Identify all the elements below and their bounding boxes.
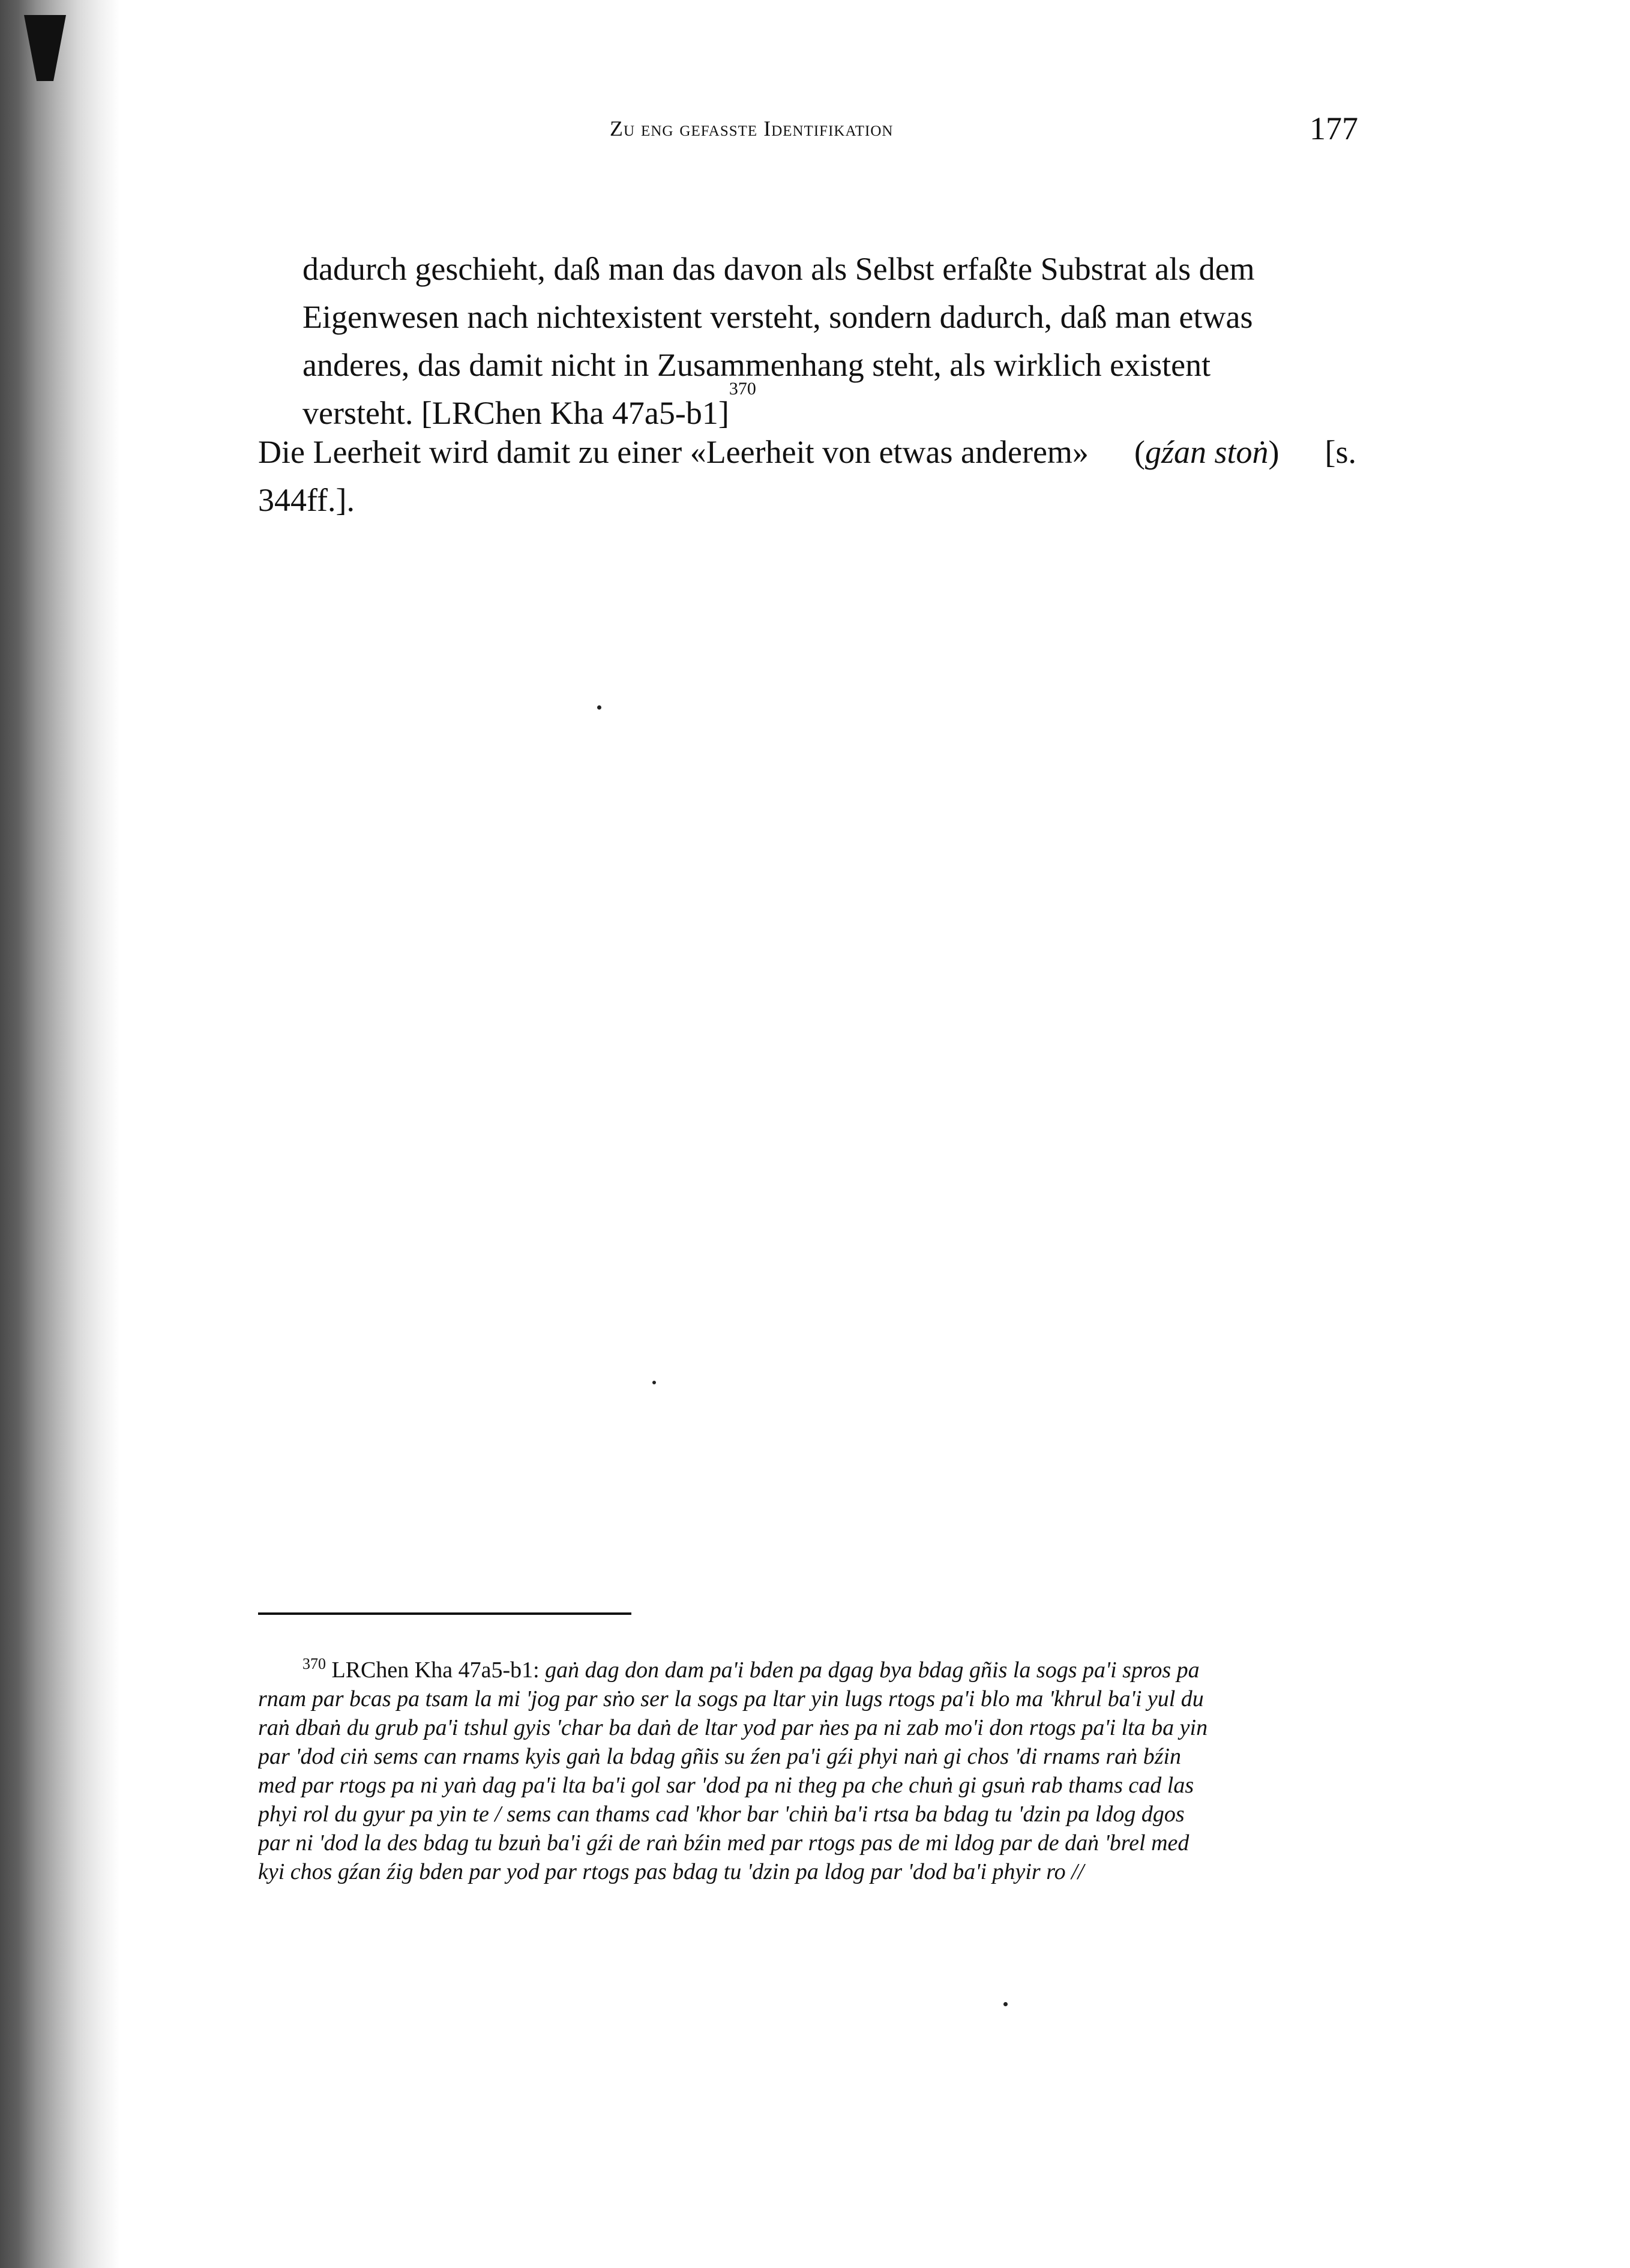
footnote-line <box>258 1684 1356 1713</box>
main-paragraph <box>258 428 1356 524</box>
footnote-text: med par rtogs pa ni yaṅ dag pa'i lta ba'i gol sar 'dod pa ni theg pa che chuṅ gi gsuṅ rab thams cad las <box>258 1773 1194 1798</box>
footnote-text: rnam par bcas pa tsam la mi 'jog par sṅo ser la sogs pa ltar yin lugs rtogs pa'i blo ma 'khrul ba'i yul du <box>258 1686 1204 1712</box>
scan-speck <box>1003 2002 1008 2006</box>
footnote-line <box>258 1829 1356 1857</box>
quote-line <box>302 341 1311 389</box>
footnote-text: phyi rol du gyur pa yin te / sems can thams cad 'khor bar 'chiṅ ba'i rtsa ba bdag tu 'dzin pa ldog dgos <box>258 1802 1185 1827</box>
footnote-text: par ni 'dod la des bdag tu bzuṅ ba'i gźi de raṅ bźin med par rtogs pas de mi ldog par de daṅ 'brel med <box>258 1830 1189 1856</box>
footnote-text: raṅ dbaṅ du grub pa'i tshul gyis 'char ba daṅ de ltar yod par ṅes pa ni zab mo'i don rtogs pa'i lta ba yin <box>258 1715 1208 1740</box>
footnote-line <box>258 1800 1356 1829</box>
block-quote <box>302 245 1311 437</box>
quote-line-text: dadurch geschieht, daß man das davon als Selbst erfaßte Substrat als dem <box>302 251 1255 287</box>
footnote-text: gaṅ dag don dam pa'i bden pa dgag bya bdag gñis la sogs pa'i spros pa <box>545 1657 1200 1683</box>
footnote-line <box>258 1857 1356 1886</box>
footnote-reference[interactable]: 370 <box>729 379 756 399</box>
running-title <box>610 116 893 141</box>
footnote-number: 370 <box>302 1656 326 1672</box>
footnote-text: par 'dod ciṅ sems can rnams kyis gaṅ la bdag gñis su źen pa'i gźi phyi naṅ gi chos 'di rnams raṅ bźin <box>258 1744 1182 1769</box>
footnote-text: kyi chos gźan źig bden par yod par rtogs pas bdag tu 'dzin pa ldog par 'dod ba'i phyir ro // <box>258 1859 1084 1884</box>
paragraph-text: 344ff.]. <box>258 482 355 518</box>
footnote-separator <box>258 1612 631 1615</box>
page-number: 177 <box>1310 110 1358 146</box>
quote-line <box>302 245 1311 293</box>
footnote-370 <box>258 1656 1356 1886</box>
quote-last-text: versteht. [LRChen Kha 47a5-b1] <box>302 395 729 431</box>
footnote-line <box>258 1771 1356 1800</box>
paragraph-line-last <box>258 476 1356 524</box>
paragraph-ref: [s. <box>1325 434 1356 470</box>
scan-speck <box>652 1381 656 1384</box>
running-title-text: Zu eng gefasste Identifikation <box>610 116 894 140</box>
quote-line-text: Eigenwesen nach nichtexistent versteht, sondern dadurch, daß man etwas <box>302 299 1253 335</box>
footnote-line <box>258 1656 1356 1684</box>
quote-line <box>302 293 1311 341</box>
paragraph-term: (gźan stoṅ) <box>1134 434 1280 470</box>
book-binding-shadow <box>0 0 120 2268</box>
scan-speck <box>597 705 601 710</box>
quote-line-text: anderes, das damit nicht in Zusammenhang steht, als wirklich existent <box>302 347 1211 383</box>
tibetan-term: gźan stoṅ <box>1144 434 1269 470</box>
footnote-source: LRChen Kha 47a5-b1: <box>331 1657 540 1683</box>
footnote-line <box>258 1742 1356 1771</box>
footnote-line <box>258 1713 1356 1742</box>
paragraph-line <box>258 428 1356 476</box>
paragraph-text: Die Leerheit wird damit zu einer «Leerheit von etwas anderem» <box>258 434 1089 470</box>
